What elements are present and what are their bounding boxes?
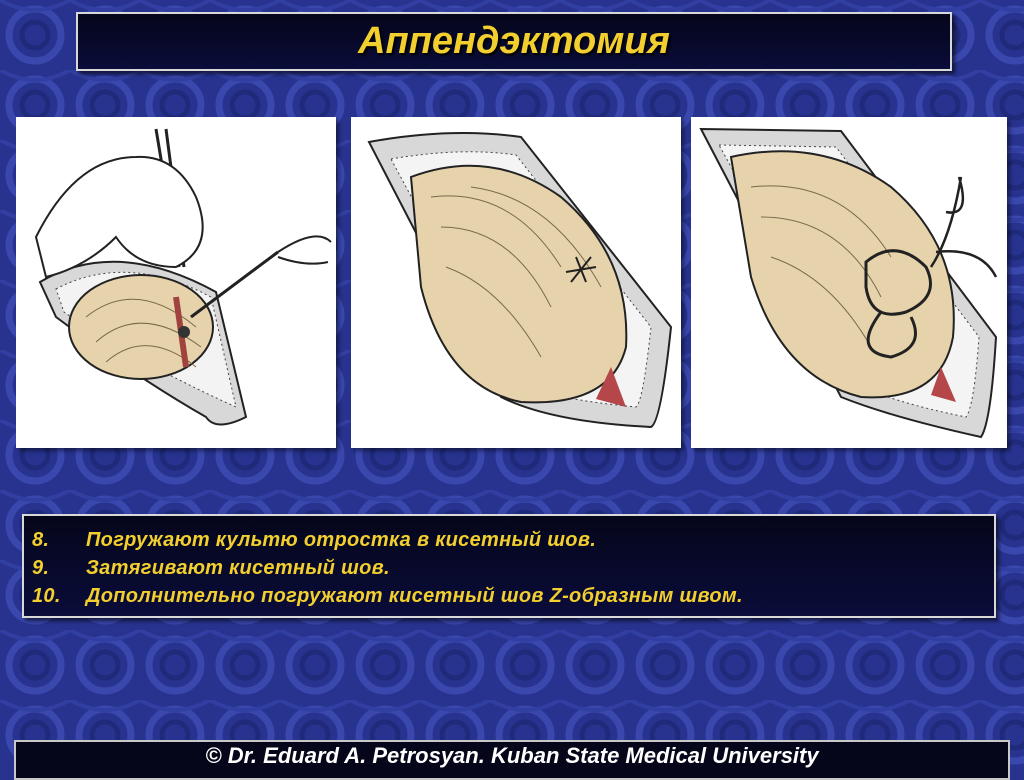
step-number: 9. [32, 557, 50, 579]
title-box [76, 12, 952, 71]
hand-forceps-illustration-icon [16, 117, 336, 448]
figure-panel-3 [691, 117, 1007, 448]
step-number: 8. [32, 529, 50, 551]
step-item [24, 554, 994, 582]
step-item [24, 582, 994, 610]
step-number: 10. [32, 585, 61, 607]
step-text: Затягивают кисетный шов. [86, 557, 390, 579]
z-suture-illustration-icon [691, 117, 1007, 448]
purse-string-suture-illustration-icon [351, 117, 681, 448]
steps-caption-box [22, 514, 996, 618]
figure-panel-1 [16, 117, 336, 448]
step-item [24, 526, 994, 554]
figure-panel-2 [351, 117, 681, 448]
step-text: Дополнительно погружают кисетный шов Z-образным швом. [86, 585, 743, 607]
slide-title: Аппендэктомия [358, 20, 670, 62]
step-text: Погружают культю отростка в кисетный шов. [86, 529, 597, 551]
footer-bar [14, 740, 1010, 780]
copyright-text: © Dr. Eduard A. Petrosyan. Kuban State Medical University [205, 743, 819, 768]
